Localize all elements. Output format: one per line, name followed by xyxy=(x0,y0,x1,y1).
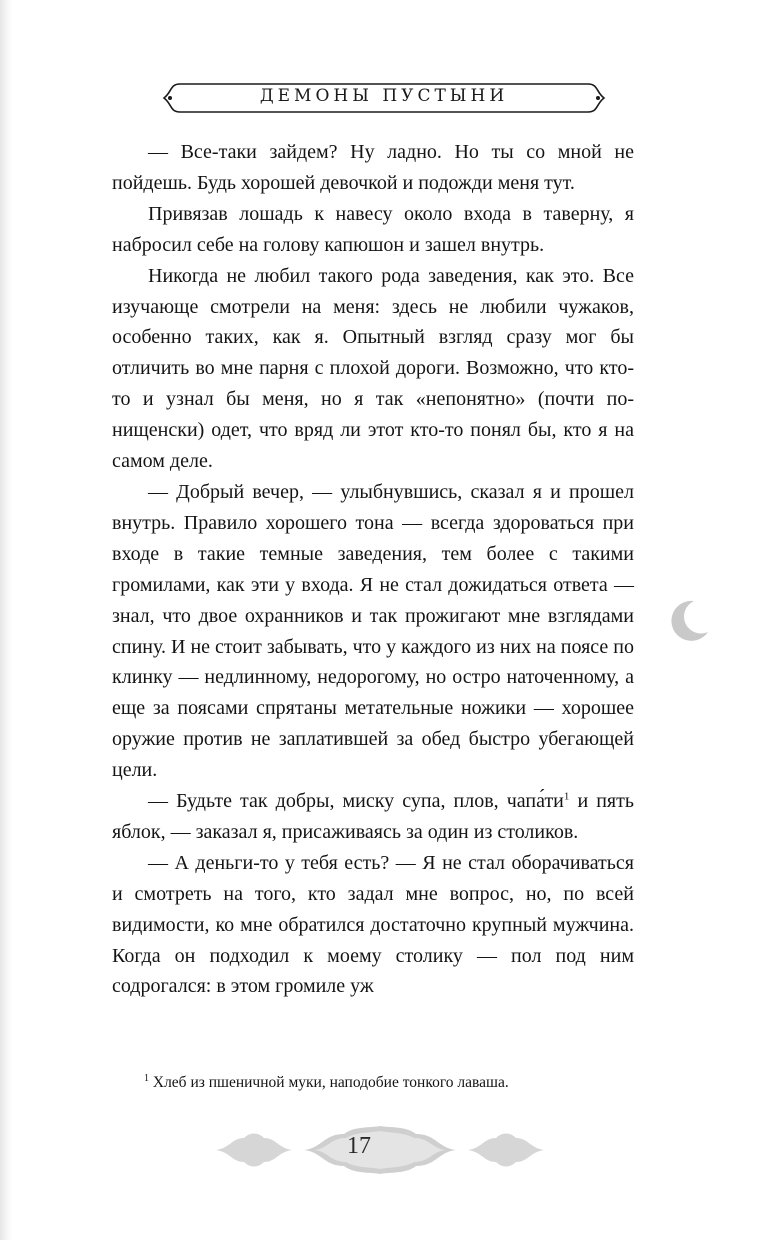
paragraph-5-after: и пять яблок, — заказал я, присаживаясь за один из столиков. xyxy=(112,790,634,843)
footnote-number: 1 xyxy=(144,1072,149,1084)
paragraph-1: — Все-таки зайдем? Ну ладно. Но ты со мной не пойдешь. Будь хорошей девочкой и подожди меня тут. xyxy=(112,141,634,194)
crescent-moon-icon xyxy=(664,598,710,644)
page-edge xyxy=(0,0,12,1240)
running-header xyxy=(158,78,610,118)
paragraph-5-before: — Будьте так добры, миску супа, плов, чапа́ти xyxy=(148,790,564,813)
paragraph-5 xyxy=(112,786,634,848)
page-number: 17 xyxy=(347,1133,371,1159)
paragraph-3: Никогда не любил такого рода заведения, как это. Все изучающе смотрели на меня: здесь не любили чужаков, особенно таких, как я. Опытный взгляд сразу мог бы отличить во мне парня с плохой дороги. Возможно, что кто-то и узнал бы меня, но я так «непонятно» (почти по-нищенски) одет, что вряд ли этот кто-то понял бы, кто я на самом деле. xyxy=(112,264,634,473)
footnote-reference[interactable]: 1 xyxy=(563,790,570,803)
footnote xyxy=(112,1073,634,1093)
footnote-text: Хлеб из пшеничной муки, наподобие тонкого лаваша. xyxy=(149,1074,509,1091)
body-text xyxy=(112,137,634,1002)
paragraph-4: — Добрый вечер, — улыбнувшись, сказал я и прошел внутрь. Правило хорошего тона — всегда здороваться при входе в такие темные заведения, тем более с такими громилами, как эти у входа. Я не стал дожидаться ответа — знал, что двое охранников и так прожигают мне взглядами спину. И не стоит забывать, что у каждого из них на поясе по клинку — недлинному, недорогому, но остро наточенному, а еще за поясами спрятаны метательные ножики — хорошее оружие против не заплатившей за обед быстро убегающей цели. xyxy=(112,480,634,782)
book-title: ДЕМОНЫ ПУСТЫНИ xyxy=(259,86,509,106)
paragraph-2: Привязав лошадь к навесу около входа в таверну, я набросил себе на голову капюшон и зашел внутрь. xyxy=(112,202,634,256)
paragraph-6: — А деньги-то у тебя есть? — Я не стал оборачиваться и смотреть на того, кто задал мне вопрос, но, по всей видимости, ко мне обратился достаточно крупный мужчина. Когда он подходил к моему столику — пол под ним содрогался: в этом громиле уж xyxy=(112,851,634,998)
